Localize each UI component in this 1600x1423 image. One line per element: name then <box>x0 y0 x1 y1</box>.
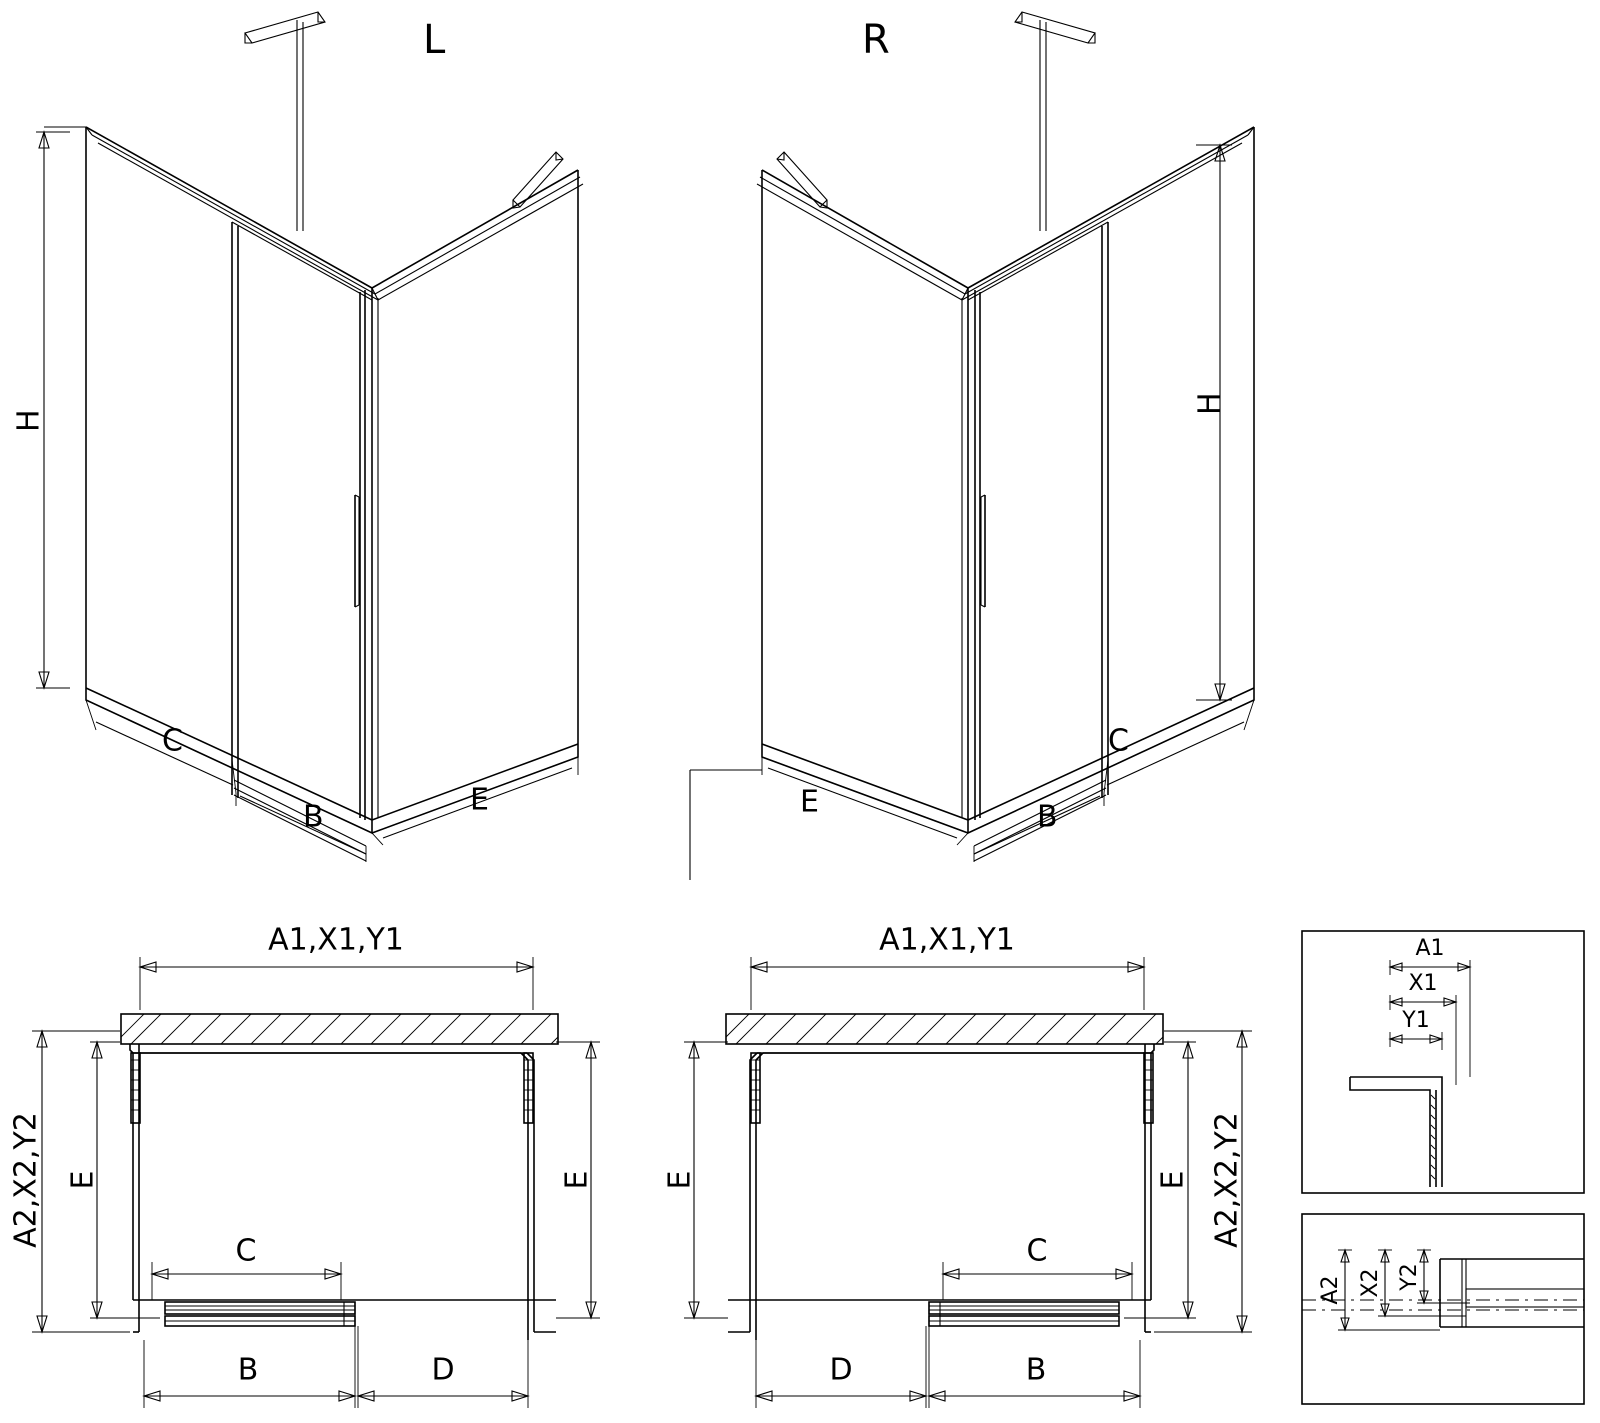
plan-left-dim-b: B <box>237 1352 259 1388</box>
plan-view-left <box>9 923 601 1409</box>
detail-view-bottom <box>1302 1214 1584 1404</box>
iso-view-right <box>690 12 1254 880</box>
detail-bottom-dim-x2: X2 <box>1358 1268 1383 1298</box>
detail-top-dim-a1: A1 <box>1415 936 1445 961</box>
iso-left-variant-label: L <box>423 17 446 63</box>
iso-view-left <box>12 12 584 862</box>
plan-right-dim-d: D <box>829 1352 853 1388</box>
iso-left-dim-b: B <box>303 799 324 835</box>
plan-left-dim-c: C <box>235 1233 257 1269</box>
iso-right-dim-e: E <box>800 784 819 820</box>
iso-right-dim-c: C <box>1108 723 1129 759</box>
plan-right-dim-c: C <box>1026 1233 1048 1269</box>
plan-right-dim-b: B <box>1025 1352 1047 1388</box>
iso-right-variant-label: R <box>862 17 890 63</box>
plan-left-wall-hatch <box>121 1014 558 1044</box>
plan-view-right <box>663 923 1253 1409</box>
detail-bottom-dim-a2: A2 <box>1318 1275 1343 1305</box>
plan-right-dim-top: A1,X1,Y1 <box>879 922 1015 958</box>
plan-left-dim-d: D <box>431 1352 455 1388</box>
iso-right-dim-h: H <box>1192 392 1228 415</box>
plan-left-dim-e-right: E <box>559 1170 595 1190</box>
iso-left-dim-c: C <box>162 723 183 759</box>
iso-left-dim-h: H <box>11 409 47 432</box>
detail-top-dim-x1: X1 <box>1408 971 1438 996</box>
iso-left-dim-e: E <box>470 782 489 818</box>
detail-top-dim-y1: Y1 <box>1402 1008 1430 1033</box>
plan-right-wall-hatch <box>726 1014 1163 1044</box>
plan-right-dim-right-outer: A2,X2,Y2 <box>1209 1112 1245 1248</box>
plan-left-dim-e-left: E <box>65 1170 101 1190</box>
plan-right-dim-e-left: E <box>662 1170 698 1190</box>
plan-right-dim-e-right: E <box>1155 1170 1191 1190</box>
iso-right-dim-b: B <box>1037 799 1058 835</box>
plan-left-dim-top: A1,X1,Y1 <box>268 922 404 958</box>
detail-bottom-dim-y2: Y2 <box>1397 1263 1422 1291</box>
detail-view-top <box>1302 931 1584 1193</box>
plan-left-dim-left-outer: A2,X2,Y2 <box>8 1112 44 1248</box>
